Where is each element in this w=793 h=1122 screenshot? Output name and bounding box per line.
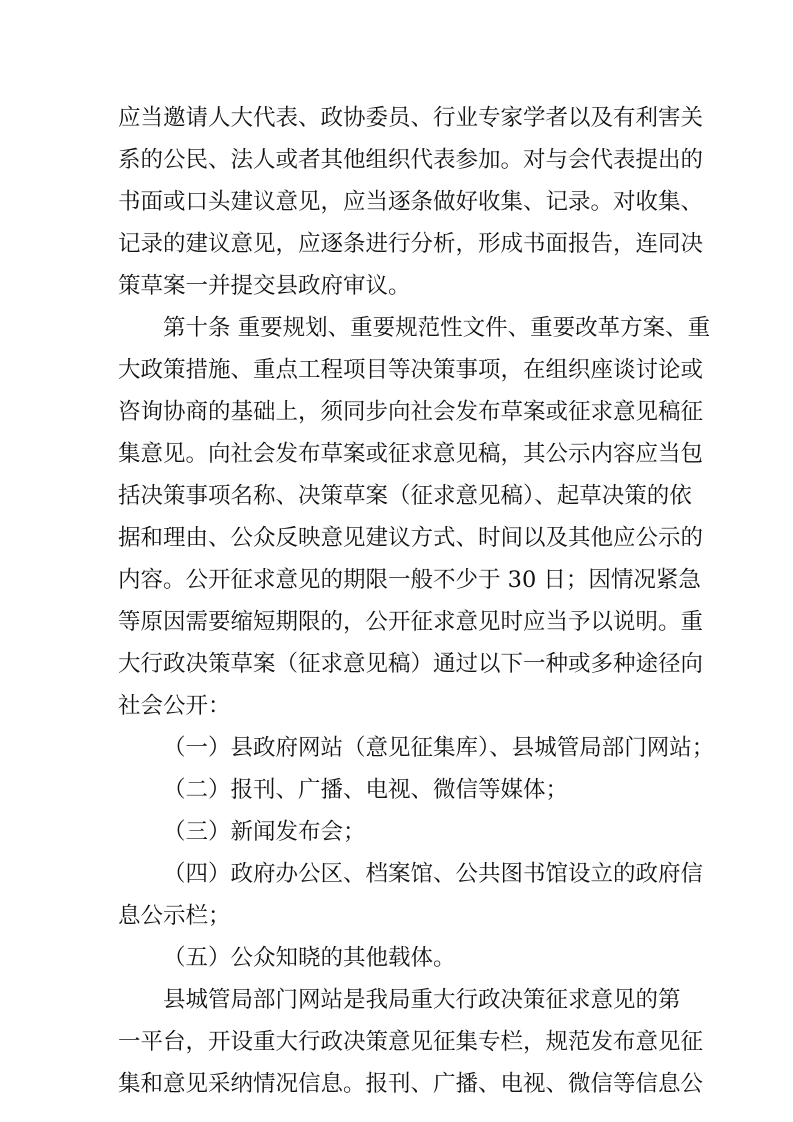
text-line: 系的公民、法人或者其他组织代表参加。对与会代表提出的 [118, 147, 704, 173]
text-line: 社会公开： [118, 693, 231, 719]
text-line: 括决策事项名称、决策草案（征求意见稿）、起草决策的依 [118, 483, 692, 509]
text-line: 集和意见采纳情况信息。报刊、广播、电视、微信等信息公 [118, 1071, 704, 1097]
list-item-3: （三）新闻发布会； [163, 819, 366, 845]
list-item-1: （一）县政府网站（意见征集库）、县城管局部门网站； [163, 735, 715, 761]
text-line: 应当邀请人大代表、政协委员、行业专家学者以及有利害关 [118, 105, 704, 131]
text-line: 记录的建议意见，应逐条进行分析，形成书面报告，连同决 [118, 231, 704, 257]
text-line: 咨询协商的基础上，须同步向社会发布草案或征求意见稿征 [118, 399, 704, 425]
list-item-5: （五）公众知晓的其他载体。 [163, 945, 456, 971]
text-line: 大行政决策草案（征求意见稿）通过以下一种或多种途径向 [118, 651, 704, 677]
text-line: 策草案一并提交县政府审议。 [118, 273, 411, 299]
text-line: 县城管局部门网站是我局重大行政决策征求意见的第 [163, 987, 681, 1013]
text-line: 据和理由、公众反映意见建议方式、时间以及其他应公示的 [118, 525, 704, 551]
text-line: 大政策措施、重点工程项目等决策事项，在组织座谈讨论或 [118, 357, 704, 383]
list-item-4-continuation: 息公示栏； [118, 903, 231, 929]
list-item-2: （二）报刊、广播、电视、微信等媒体； [163, 777, 569, 803]
list-item-4: （四）政府办公区、档案馆、公共图书馆设立的政府信 [163, 861, 704, 887]
text-line: 一平台，开设重大行政决策意见征集专栏，规范发布意见征 [118, 1029, 704, 1055]
text-line: 内容。公开征求意见的期限一般不少于 30 日；因情况紧急 [118, 567, 701, 593]
article-ten-heading-line: 第十条 重要规划、重要规范性文件、重要改革方案、重 [163, 315, 711, 341]
text-line: 等原因需要缩短期限的，公开征求意见时应当予以说明。重 [118, 609, 704, 635]
text-line: 集意见。向社会发布草案或征求意见稿，其公示内容应当包 [118, 441, 704, 467]
text-line: 书面或口头建议意见，应当逐条做好收集、记录。对收集、 [118, 189, 704, 215]
